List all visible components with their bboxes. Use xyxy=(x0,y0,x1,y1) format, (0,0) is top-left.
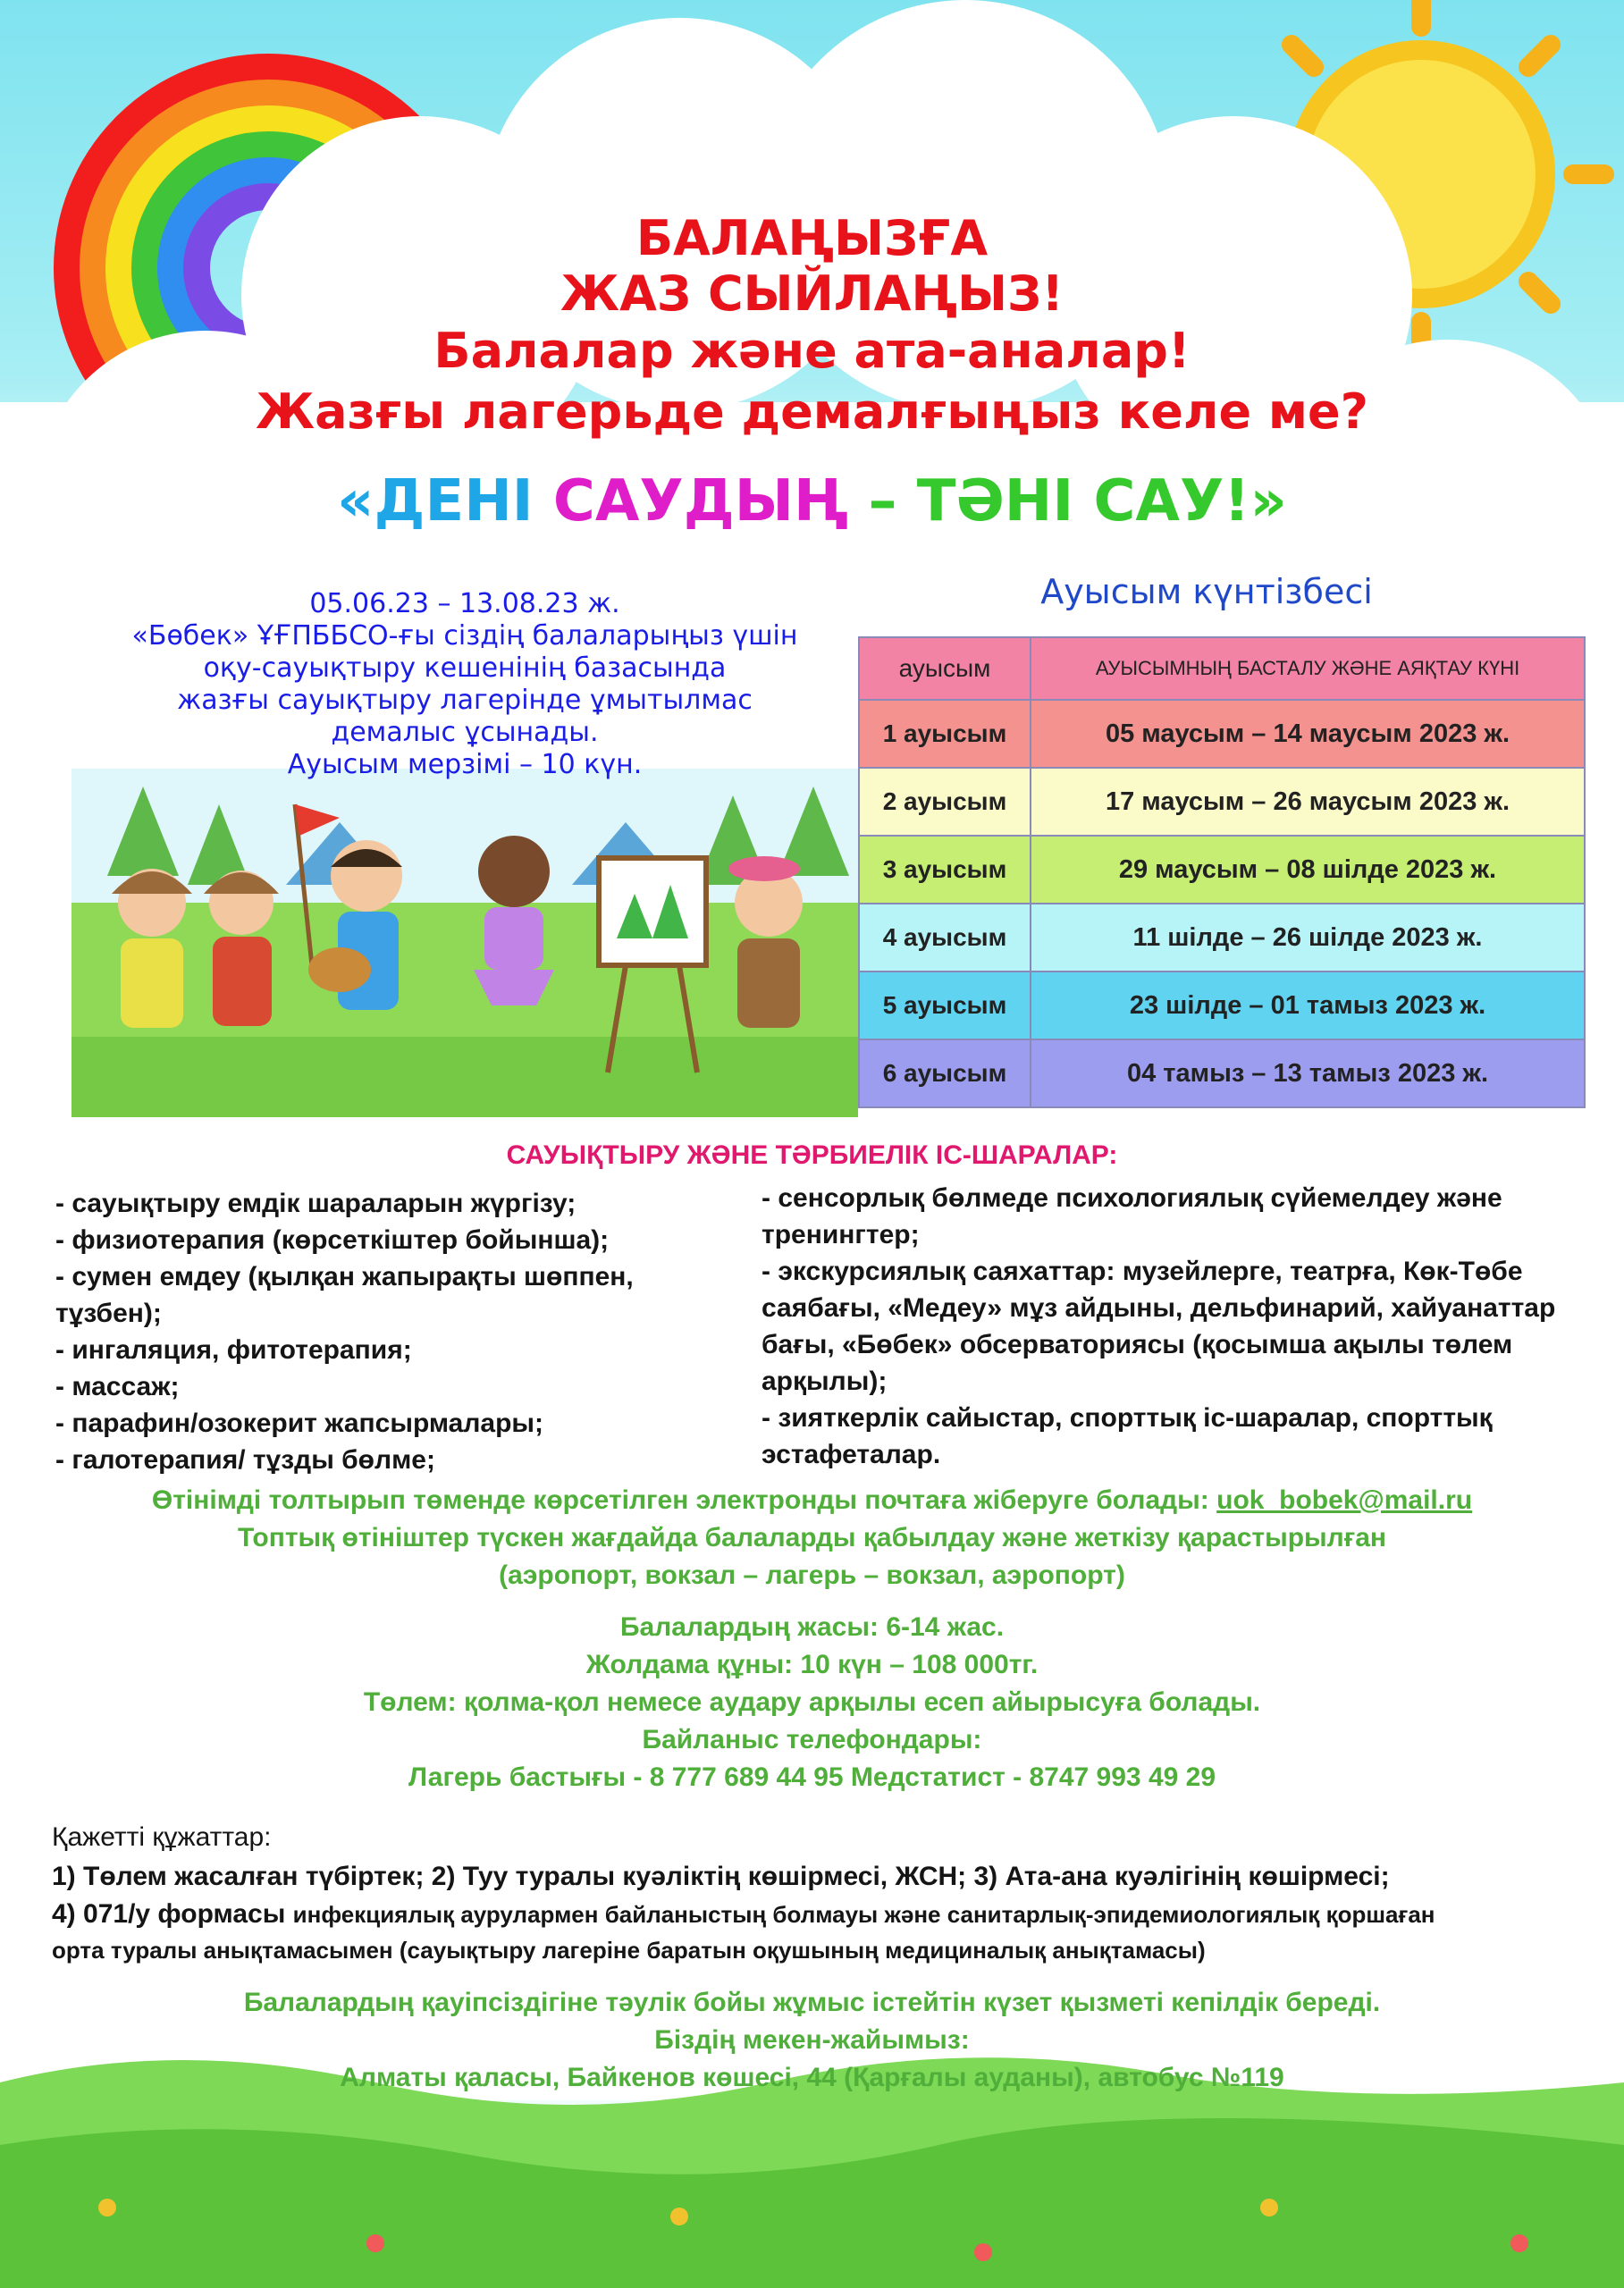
intro-line: «Бөбек» ҰҒПББСО-ғы сіздің балаларыңыз үшін xyxy=(131,620,798,652)
schedule-dates: 05 маусым – 14 маусым 2023 ж. xyxy=(1031,700,1585,768)
schedule-row xyxy=(859,768,1585,836)
activity-item: - массаж; xyxy=(55,1372,180,1401)
motto-part-2: САУДЫҢ xyxy=(552,468,849,534)
intro-line: 05.06.23 – 13.08.23 ж. xyxy=(309,588,620,619)
email-text: Өтінімді толтырып төменде көрсетілген электронды почтаға жіберуге болады: xyxy=(151,1485,1217,1515)
security-line: Балалардың қауіпсіздігіне тәулік бойы жұмыс істейтін күзет қызметі кепілдік береді. xyxy=(243,1988,1381,2017)
activity-item: - галотерапия/ тұзды бөлме; xyxy=(55,1445,435,1475)
schedule-row xyxy=(859,904,1585,972)
children-illustration xyxy=(72,769,858,1117)
activity-item: - сенсорлық бөлмеде психологиялық сүйемелдеу және тренингтер; xyxy=(762,1183,1502,1249)
contacts-phones: Лагерь бастығы - 8 777 689 44 95 Медстатист - 8747 993 49 29 xyxy=(408,1762,1216,1792)
schedule-dates: 17 маусым – 26 маусым 2023 ж. xyxy=(1031,768,1585,836)
intro-text xyxy=(72,588,858,781)
schedule-dates: 23 шілде – 01 тамыз 2023 ж. xyxy=(1031,972,1585,1039)
activity-item: - ингаляция, фитотерапия; xyxy=(55,1335,412,1365)
price-line: Жолдама құны: 10 күн – 108 000тг. xyxy=(585,1650,1039,1679)
documents-title: Қажетті құжаттар: xyxy=(52,1822,272,1852)
schedule-dates: 04 тамыз – 13 тамыз 2023 ж. xyxy=(1031,1039,1585,1107)
address-title: Біздің мекен-жайымыз: xyxy=(654,2025,970,2055)
schedule-row xyxy=(859,836,1585,904)
documents-line-3: орта туралы анықтамасымен (сауықтыру лагеріне баратын оқушының медициналық анықтамасы) xyxy=(52,1937,1206,1964)
motto-part-3: – ТӘНІ САУ!» xyxy=(848,468,1287,534)
schedule-header-dates: АУЫСЫМНЫҢ БАСТАЛУ ЖӘНЕ АЯҚТАУ КҮНІ xyxy=(1031,637,1585,700)
route-line: (аэропорт, вокзал – лагерь – вокзал, аэропорт) xyxy=(499,1560,1125,1590)
email-line xyxy=(0,1482,1624,1519)
schedule-shift: 3 ауысым xyxy=(859,836,1031,904)
schedule-title: Ауысым күнтізбесі xyxy=(1040,572,1373,611)
address-line: Алматы қаласы, Байкенов көшесі, 44 (Қарғалы ауданы), автобус №119 xyxy=(340,2063,1284,2092)
schedule-shift: 6 ауысым xyxy=(859,1039,1031,1107)
intro-line: жазғы сауықтыру лагерінде ұмытылмас xyxy=(177,685,753,716)
intro-line: оқу-сауықтыру кешенінің базасында xyxy=(203,652,727,684)
motto-part-1: «ДЕНІ xyxy=(337,468,553,534)
headline-line-4: Жазғы лагерьде демалғыңыз келе ме? xyxy=(255,383,1368,440)
documents-form-desc: инфекциялық аурулармен байланыстың болмауы және санитарлық-эпидемиологиялық қоршаған xyxy=(292,1901,1435,1928)
activity-item: - экскурсиялық саяхаттар: музейлерге, театрға, Көк-Төбе саябағы, «Медеу» мұз айдыны, дельфинарий, хайуанаттар бағы, «Бөбек» обсерваториясы (қосымша ақылы төлем арқылы); xyxy=(762,1257,1556,1396)
headline-line-2: ЖАЗ СЫЙЛАҢЫЗ! xyxy=(560,265,1064,322)
schedule-row xyxy=(859,700,1585,768)
email-link[interactable]: uok_bobek@mail.ru xyxy=(1216,1485,1473,1515)
activity-item: - физиотерапия (көрсеткіштер бойынша); xyxy=(55,1225,610,1255)
schedule-shift: 2 ауысым xyxy=(859,768,1031,836)
schedule-shift: 4 ауысым xyxy=(859,904,1031,972)
documents-form: 4) 071/у формасы xyxy=(52,1899,293,1929)
documents-line-2 xyxy=(52,1897,1589,1932)
schedule-shift: 1 ауысым xyxy=(859,700,1031,768)
age-line: Балалардың жасы: 6-14 жас. xyxy=(619,1612,1005,1642)
activity-item: - сумен емдеу (қылқан жапырақты шөппен, тұзбен); xyxy=(55,1262,634,1328)
activity-item: - парафин/озокерит жапсырмалары; xyxy=(55,1409,544,1438)
schedule-dates: 29 маусым – 08 шілде 2023 ж. xyxy=(1031,836,1585,904)
activities-title: САУЫҚТЫРУ ЖӘНЕ ТӘРБИЕЛІК ІС-ШАРАЛАР: xyxy=(506,1140,1118,1170)
schedule-row xyxy=(859,1039,1585,1107)
schedule-table xyxy=(858,636,1586,1108)
activity-item: - зияткерлік сайыстар, спорттық іс-шаралар, спорттық эстафеталар. xyxy=(762,1403,1493,1469)
intro-line: демалыс ұсынады. xyxy=(331,717,599,748)
schedule-dates: 11 шілде – 26 шілде 2023 ж. xyxy=(1031,904,1585,972)
schedule-shift: 5 ауысым xyxy=(859,972,1031,1039)
activities-left-list xyxy=(55,1185,735,1478)
headline-line-1: БАЛАҢЫЗҒА xyxy=(635,210,989,266)
motto xyxy=(0,467,1624,536)
intro-line: Ауысым мерзімі – 10 күн. xyxy=(287,749,643,780)
schedule-header-row xyxy=(859,637,1585,700)
schedule-row xyxy=(859,972,1585,1039)
documents-line-1: 1) Төлем жасалған түбіртек; 2) Туу туралы куәліктің көшірмесі, ЖСН; 3) Ата-ана куәлігінің көшірмесі; xyxy=(52,1862,1390,1891)
payment-line: Төлем: қолма-қол немесе аудару арқылы есеп айырысуға болады. xyxy=(363,1687,1261,1717)
contacts-title: Байланыс телефондары: xyxy=(642,1725,982,1754)
schedule-header-shift: ауысым xyxy=(859,637,1031,700)
activities-right-list xyxy=(762,1180,1584,1473)
activity-item: - сауықтыру емдік шараларын жүргізу; xyxy=(55,1189,576,1218)
documents-block xyxy=(52,1818,1589,1968)
group-transfer-line: Топтық өтініштер түскен жағдайда балаларды қабылдау және жеткізу қарастырылған xyxy=(237,1523,1387,1552)
headline-line-3: Балалар және ата-аналар! xyxy=(433,323,1191,379)
